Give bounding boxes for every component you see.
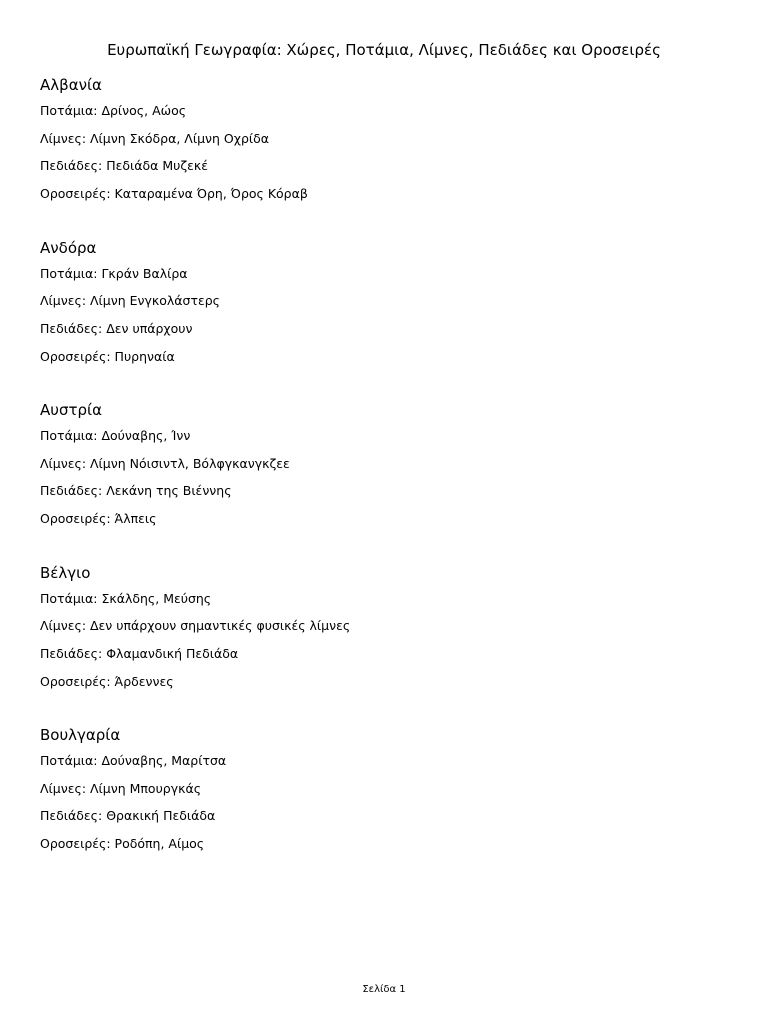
- rivers-label: Ποτάμια :: [40, 591, 101, 606]
- lakes-label: Λίμνες :: [40, 781, 90, 796]
- plains-value: Πεδιάδα Μυζεκέ: [106, 158, 209, 174]
- lakes-value: Λίμνη Νόισιντλ, Βόλφγκανγκζεε: [90, 455, 290, 471]
- plains-label: Πεδιάδες :: [40, 646, 106, 661]
- rivers-label: Ποτάμια :: [40, 753, 101, 768]
- plains-row: [40, 483, 730, 511]
- plains-label: Πεδιάδες :: [40, 483, 106, 498]
- mountains-row: [40, 186, 730, 214]
- mountains-value: Άλπεις: [114, 511, 157, 527]
- rivers-value: Δούναβης, Ίνν: [101, 428, 191, 443]
- document-title: Ευρωπαϊκή Γεωγραφία: Χώρες, Ποτάμια, Λίμνες, Πεδιάδες και Οροσειρές: [107, 41, 661, 59]
- country-section-austria: [40, 400, 730, 563]
- rivers-value: Δρίνος, Αώος: [101, 103, 187, 118]
- plains-row: [40, 158, 730, 186]
- country-section-andorra: [40, 238, 730, 401]
- mountains-label: Οροσειρές :: [40, 186, 115, 201]
- lakes-row: [40, 781, 730, 809]
- country-section-belgium: [40, 563, 730, 726]
- rivers-row: [40, 428, 730, 456]
- mountains-row: [40, 349, 730, 377]
- plains-row: [40, 321, 730, 349]
- plains-value: Δεν υπάρχουν: [106, 320, 193, 336]
- plains-label: Πεδιάδες :: [40, 158, 106, 173]
- lakes-row: [40, 131, 730, 159]
- mountains-value: Ροδόπη, Αίμος: [114, 836, 205, 852]
- country-section-albania: [40, 75, 730, 238]
- plains-value: Φλαμανδική Πεδιάδα: [106, 645, 239, 661]
- country-heading: Ανδόρα: [40, 238, 97, 257]
- lakes-value: Λίμνη Σκόδρα, Λίμνη Οχρίδα: [90, 130, 270, 146]
- rivers-row: [40, 103, 730, 131]
- plains-row: [40, 808, 730, 836]
- rivers-row: [40, 266, 730, 294]
- rivers-value: Δούναβης, Μαρίτσα: [101, 753, 227, 768]
- country-heading: Αυστρία: [40, 401, 102, 419]
- mountains-label: Οροσειρές :: [40, 349, 115, 364]
- plains-row: [40, 646, 730, 674]
- mountains-row: [40, 511, 730, 539]
- mountains-row: [40, 674, 730, 702]
- mountains-label: Οροσειρές :: [40, 511, 115, 526]
- lakes-value: Λίμνη Ενγκολάστερς: [90, 293, 221, 309]
- rivers-row: [40, 753, 730, 781]
- mountains-value: Πυρηναία: [114, 348, 175, 364]
- rivers-label: Ποτάμια :: [40, 103, 101, 118]
- plains-label: Πεδιάδες :: [40, 808, 106, 823]
- country-section-bulgaria: [40, 725, 730, 888]
- mountains-row: [40, 836, 730, 864]
- plains-value: Θρακική Πεδιάδα: [106, 808, 216, 824]
- country-heading: Βουλγαρία: [40, 726, 121, 744]
- lakes-value: Δεν υπάρχουν σημαντικές φυσικές λίμνες: [90, 618, 351, 634]
- country-heading: Αλβανία: [40, 76, 102, 94]
- lakes-label: Λίμνες :: [40, 131, 90, 146]
- page-number: Σελίδα 1: [362, 984, 406, 995]
- lakes-value: Λίμνη Μπουργκάς: [90, 780, 202, 796]
- mountains-value: Άρδεννες: [114, 673, 174, 689]
- mountains-label: Οροσειρές :: [40, 674, 115, 689]
- rivers-label: Ποτάμια :: [40, 266, 101, 281]
- rivers-row: [40, 591, 730, 619]
- lakes-row: [40, 618, 730, 646]
- lakes-row: [40, 456, 730, 484]
- mountains-value: Καταραμένα Όρη, Όρος Κόραβ: [114, 186, 308, 202]
- plains-value: Λεκάνη της Βιέννης: [106, 483, 232, 499]
- country-heading: Βέλγιο: [40, 563, 91, 582]
- lakes-label: Λίμνες :: [40, 618, 90, 633]
- rivers-value: Γκράν Βαλίρα: [101, 265, 188, 281]
- rivers-value: Σκάλδης, Μεύσης: [101, 590, 212, 606]
- lakes-row: [40, 293, 730, 321]
- lakes-label: Λίμνες :: [40, 293, 90, 308]
- plains-label: Πεδιάδες :: [40, 321, 106, 336]
- country-sections: [40, 75, 730, 888]
- mountains-label: Οροσειρές :: [40, 836, 115, 851]
- lakes-label: Λίμνες :: [40, 456, 90, 471]
- rivers-label: Ποτάμια :: [40, 428, 101, 443]
